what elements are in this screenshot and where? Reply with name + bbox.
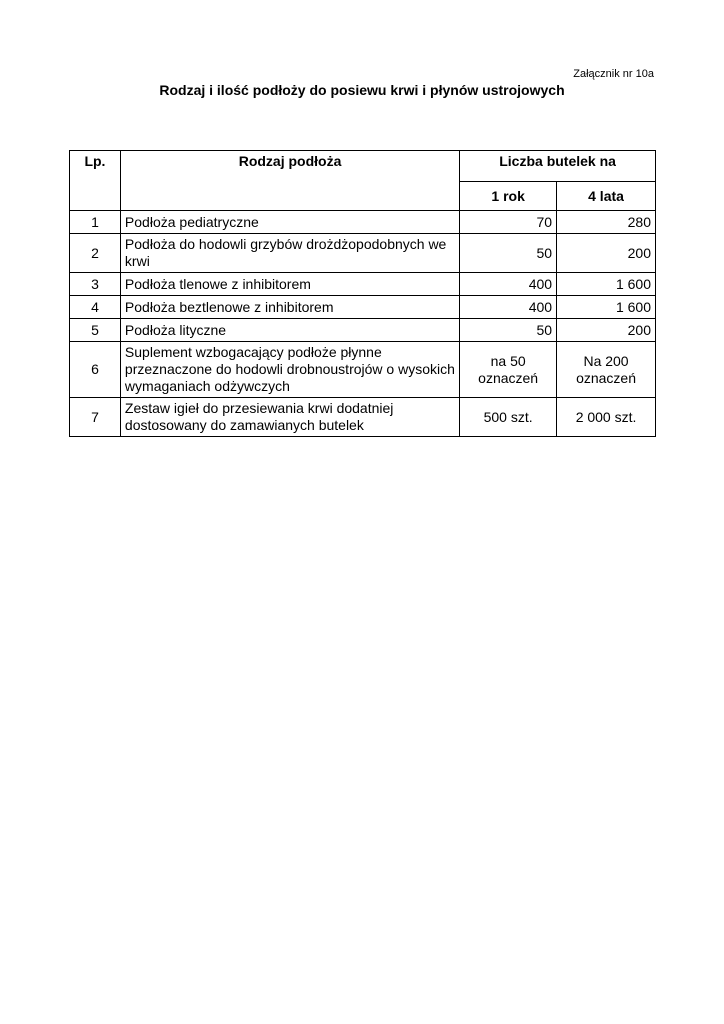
row-name: Suplement wzbogacający podłoże płynne przeznaczone do hodowli drobnoustrojów o wysokich wymaganiach odżywczych [120,342,459,398]
row-year1: 400 [460,296,557,319]
row-year1: 70 [460,211,557,234]
row-year4: 1 600 [557,296,656,319]
document-title [0,82,724,98]
table-row [70,273,656,296]
row-year4: 200 [557,234,656,273]
table-row [70,234,656,273]
row-lp: 5 [70,319,121,342]
row-year1: 400 [460,273,557,296]
row-year4: 1 600 [557,273,656,296]
media-table [69,150,656,437]
row-lp: 2 [70,234,121,273]
table-row [70,342,656,398]
table-row [70,296,656,319]
table-row [70,211,656,234]
row-name: Podłoża do hodowli grzybów drożdżopodobnych we krwi [120,234,459,273]
row-year4: 280 [557,211,656,234]
header-bottle-count: Liczba butelek na [460,151,656,182]
header-lp: Lp. [70,151,121,211]
row-year4: Na 200 oznaczeń [557,342,656,398]
row-year1: na 50 oznaczeń [460,342,557,398]
table-row [70,319,656,342]
row-lp: 3 [70,273,121,296]
row-name: Podłoża beztlenowe z inhibitorem [120,296,459,319]
row-year1: 50 [460,234,557,273]
header-year4: 4 lata [557,182,656,211]
annex-label: Załącznik nr 10a [573,68,654,80]
row-lp: 1 [70,211,121,234]
row-year1: 50 [460,319,557,342]
row-lp: 6 [70,342,121,398]
table-row [70,398,656,437]
row-year4: 2 000 szt. [557,398,656,437]
row-lp: 4 [70,296,121,319]
row-name: Podłoża lityczne [120,319,459,342]
row-lp: 7 [70,398,121,437]
document-title-text: Rodzaj i ilość podłoży do posiewu krwi i płynów ustrojowych [159,82,565,98]
row-name: Podłoża pediatryczne [120,211,459,234]
row-name: Podłoża tlenowe z inhibitorem [120,273,459,296]
row-name: Zestaw igieł do przesiewania krwi dodatniej dostosowany do zamawianych butelek [120,398,459,437]
header-row [70,151,656,182]
header-name: Rodzaj podłoża [120,151,459,211]
row-year4: 200 [557,319,656,342]
header-year1: 1 rok [460,182,557,211]
row-year1: 500 szt. [460,398,557,437]
